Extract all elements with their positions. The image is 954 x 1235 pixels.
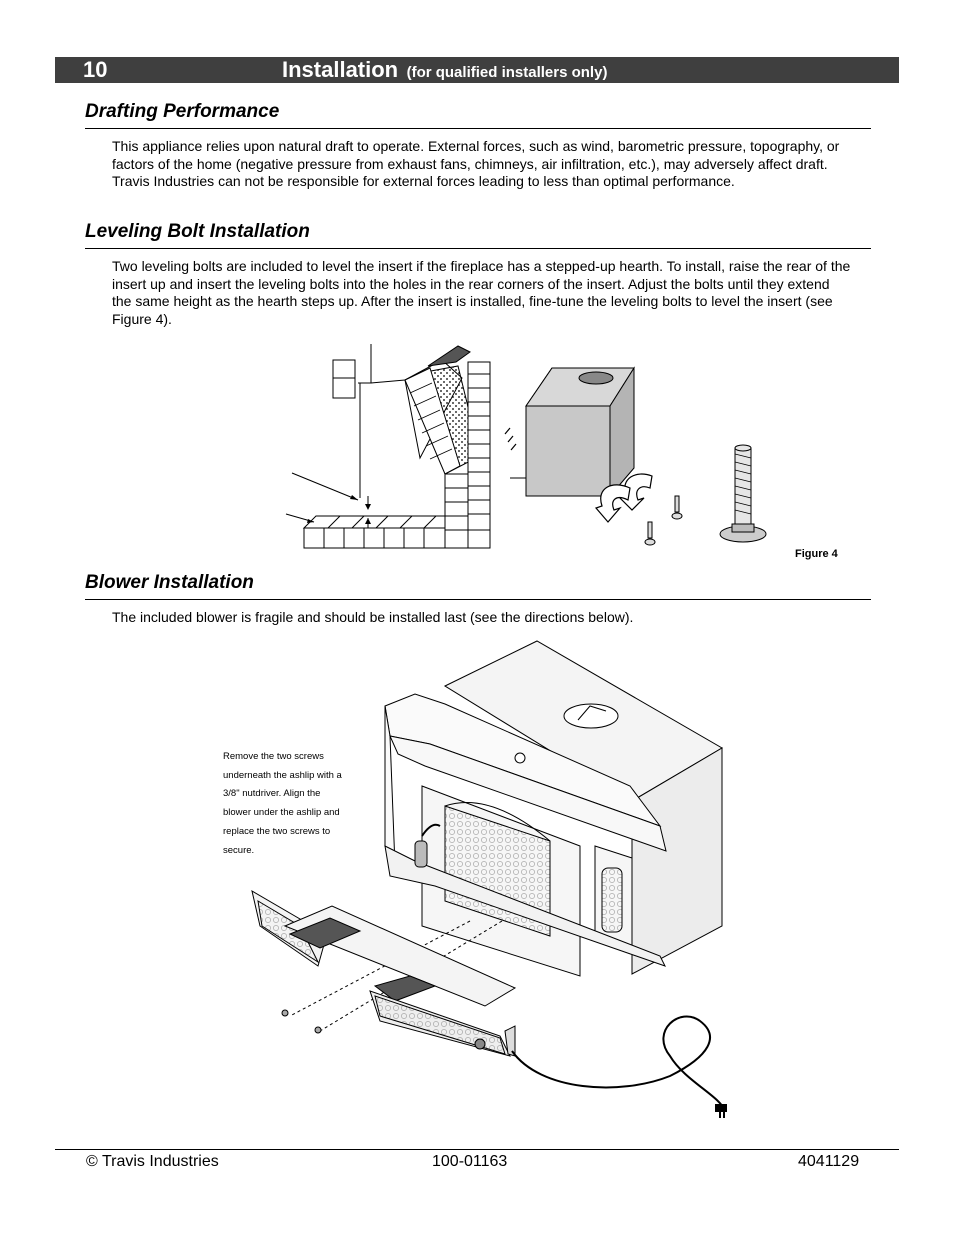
- section-title-blower: Blower Installation: [85, 572, 254, 593]
- section-divider: [85, 248, 871, 249]
- figure-4-caption: Figure 4: [795, 548, 838, 560]
- page-number: 10: [83, 57, 108, 82]
- section-title-leveling: Leveling Bolt Installation: [85, 221, 310, 242]
- figure-4-illustration: [280, 338, 860, 560]
- section-title-drafting: Drafting Performance: [85, 101, 280, 122]
- footer-divider: [55, 1149, 899, 1150]
- blower-installation-illustration: [240, 636, 740, 1136]
- screws: [282, 1010, 321, 1033]
- page-title: [282, 57, 607, 86]
- firebox-brick-stack: [333, 360, 355, 398]
- plug-icon: [715, 1104, 727, 1118]
- paragraph-leveling: Two leveling bolts are included to level the insert if the fireplace has a stepped-up hearth. To install, raise the rear of the insert up and insert the leveling bolts into the holes in the rear corners of the insert. Adjust the bolts until they extend the same height as the hearth steps up. After the insert is installed, fine-tune the leveling bolts to level the insert (see Figure 4).: [112, 258, 851, 327]
- paragraph-drafting: This appliance relies upon natural draft to operate. External forces, such as wind, barometric pressure, topography, or factors of the home (negative pressure from exhaust fans, chimneys, air infiltration, etc.), may adversely affect draft. Travis Industries can not be responsible for external forces leading to less than optimal performance.: [112, 138, 840, 189]
- insert-box: [505, 368, 634, 496]
- section-divider: [85, 599, 871, 600]
- blower-instruction-note: Remove the two screws underneath the ashlip with a 3/8" nutdriver. Align the blower under the ashlip and replace the two screws to secure.: [223, 751, 342, 856]
- leveling-bolt-icon: [720, 445, 766, 542]
- stove-insert: [385, 641, 722, 976]
- footer-revision-code: 4041129: [798, 1153, 860, 1170]
- page-header: [55, 57, 899, 83]
- power-cord: [512, 1016, 725, 1111]
- page-title-main: Installation: [282, 57, 399, 82]
- footer-copyright: © Travis Industries: [86, 1153, 219, 1170]
- page-title-subtitle: (for qualified installers only): [406, 64, 608, 81]
- section-divider: [85, 128, 871, 129]
- footer-document-number: 100-01163: [432, 1153, 508, 1170]
- paragraph-blower: The included blower is fragile and should be installed last (see the directions below).: [112, 609, 634, 625]
